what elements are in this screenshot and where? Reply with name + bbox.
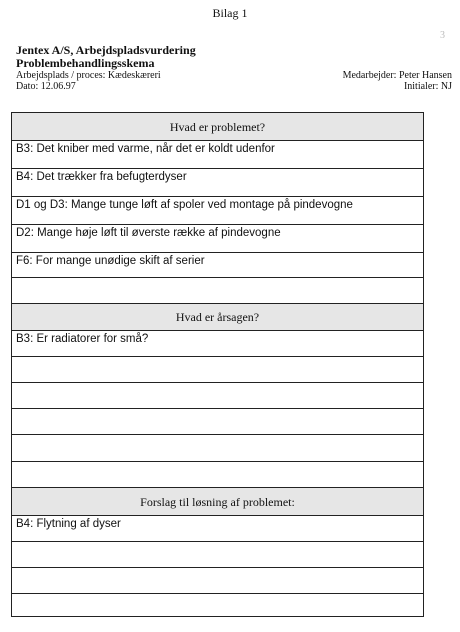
cause-row-empty bbox=[12, 409, 424, 435]
form-title: Problembehandlingsskema bbox=[16, 56, 155, 70]
problem-row bbox=[12, 169, 424, 197]
cause-row-empty bbox=[12, 357, 424, 383]
page-number: 3 bbox=[440, 30, 445, 41]
solution-row-empty bbox=[12, 568, 424, 594]
meta-row-2 bbox=[16, 81, 452, 92]
problem-row bbox=[12, 225, 424, 253]
problem-text: F6: For mange unødige skift af serier bbox=[16, 255, 205, 267]
solution-row-empty bbox=[12, 542, 424, 568]
problem-section-heading: Hvad er problemet? bbox=[12, 113, 424, 141]
company-title: Jentex A/S, Arbejdspladsvurdering bbox=[16, 43, 196, 57]
cause-row bbox=[12, 331, 424, 357]
workplace-label: Arbejdsplads / proces: Kædeskæreri bbox=[16, 70, 161, 81]
problem-text: B4: Det trækker fra befugterdyser bbox=[16, 171, 187, 183]
problem-text: D1 og D3: Mange tunge løft af spoler ved montage på pindevogne bbox=[16, 199, 353, 211]
cause-text: B3: Er radiatorer for små? bbox=[16, 333, 149, 345]
cause-section-heading: Hvad er årsagen? bbox=[12, 304, 424, 331]
solution-row-empty bbox=[12, 594, 424, 617]
cause-row-empty bbox=[12, 435, 424, 462]
cause-row-empty bbox=[12, 383, 424, 409]
problem-text: B3: Det kniber med varme, når det er koldt udenfor bbox=[16, 143, 275, 155]
problem-row bbox=[12, 253, 424, 278]
problem-row-empty bbox=[12, 278, 424, 304]
solution-row bbox=[12, 516, 424, 542]
problem-row bbox=[12, 197, 424, 225]
problem-row bbox=[12, 141, 424, 169]
cause-row-empty bbox=[12, 462, 424, 488]
employee-label: Medarbejder: Peter Hansen bbox=[342, 70, 452, 81]
solution-section-heading: Forslag til løsning af problemet: bbox=[12, 488, 424, 516]
appendix-label: Bilag 1 bbox=[212, 6, 248, 20]
problem-form-table bbox=[11, 112, 424, 617]
initials-label: Initialer: NJ bbox=[403, 81, 452, 92]
document-header bbox=[16, 44, 454, 92]
solution-text: B4: Flytning af dyser bbox=[16, 518, 121, 530]
meta-row-1 bbox=[16, 70, 452, 81]
date-label: Dato: 12.06.97 bbox=[16, 81, 76, 92]
problem-text: D2: Mange høje løft til øverste række af pindevogne bbox=[16, 227, 281, 239]
